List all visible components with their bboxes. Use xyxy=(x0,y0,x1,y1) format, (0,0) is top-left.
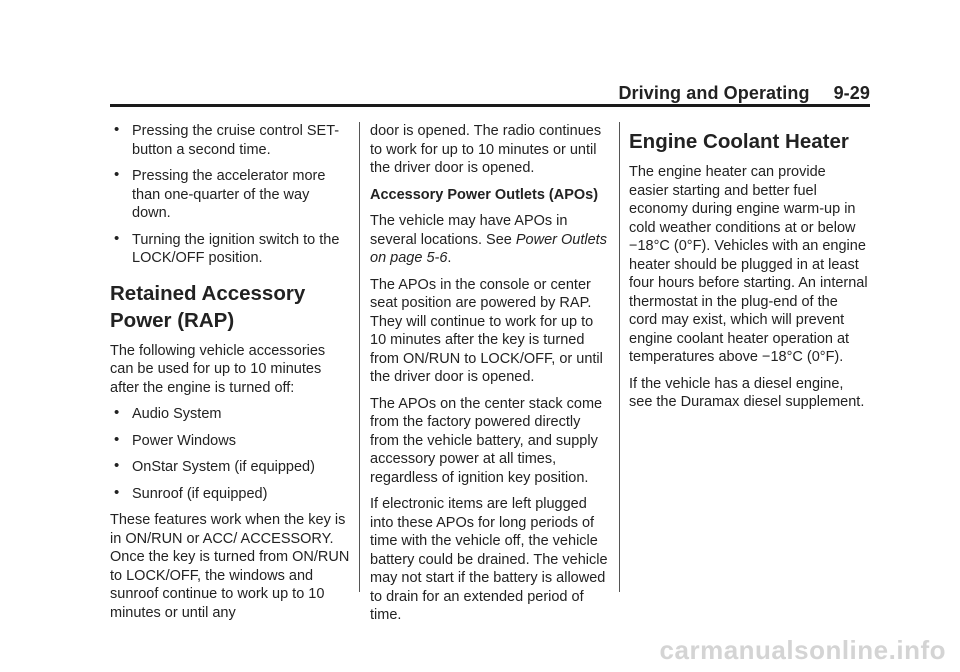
paragraph: These features work when the key is in ON/RUN or ACC/ ACCESSORY. Once the key is turned from ON/RUN to LOCK/OFF, the windows and sunroof continue to work up to 10 minutes or until any xyxy=(110,512,350,621)
bullet-icon: • xyxy=(114,229,120,247)
bullet-icon: • xyxy=(114,430,120,448)
section-title: Driving and Operating xyxy=(618,83,810,103)
list-item: • Turning the ignition switch to the LOCK/OFF position. xyxy=(114,229,340,266)
bullet-icon: • xyxy=(114,166,120,183)
list-item: • Pressing the cruise control SET-button a second time. xyxy=(114,121,340,158)
paragraph: If electronic items are left plugged into these APOs for long periods of time with the vehicle off, the vehicle battery could be drained. The vehicle may not start if the battery is allowed to drain for an extended period of time. xyxy=(370,496,608,623)
column-divider xyxy=(619,122,620,592)
bullet-icon: • xyxy=(114,483,120,501)
column-3 xyxy=(629,122,869,420)
paragraph: The APOs on the center stack come from the factory powered directly from the vehicle battery, and supply accessory power at all times, regardless of ignition key position. xyxy=(370,395,603,486)
list-item: • Pressing the accelerator more than one-quarter of the way down. xyxy=(114,166,326,221)
list-item: • Power Windows xyxy=(114,430,236,449)
paragraph: The engine heater can provide easier starting and better fuel economy during engine warm-up in cold weather conditions at or below −18°C (0°F). Vehicles with an engine heater should be plugged in at least four hours before starting. An internal thermostat in the plug-end of the cord may exist, which will prevent engine coolant heater operation at temperatures above −18°C (0°F). xyxy=(629,164,868,365)
cross-reference-link[interactable]: Power Outlets on page 5-6 xyxy=(370,231,607,266)
page-number: 9-29 xyxy=(833,83,870,103)
header-rule xyxy=(110,104,870,107)
header-title xyxy=(618,83,870,104)
watermark: carmanualsonline.info xyxy=(659,635,946,665)
paragraph: If the vehicle has a diesel engine, see the Duramax diesel supplement. xyxy=(629,375,865,410)
column-2 xyxy=(370,122,610,633)
bullet-icon: • xyxy=(114,404,120,421)
list-item: • Sunroof (if equipped) xyxy=(114,483,268,502)
list-item: • Audio System xyxy=(114,404,222,422)
bullet-icon: • xyxy=(114,121,120,138)
page-header xyxy=(110,83,870,105)
column-divider xyxy=(359,122,360,592)
paragraph: The APOs in the console or center seat position are powered by RAP. They will continue to work for up to 10 minutes after the key is turned from ON/RUN to LOCK/OFF, or until the driver door is opened. xyxy=(370,276,603,385)
list-item: • OnStar System (if equipped) xyxy=(114,457,315,475)
bullet-icon: • xyxy=(114,457,120,474)
section-heading: Retained Accessory Power (RAP) xyxy=(110,281,306,332)
subheading: Accessory Power Outlets (APOs) xyxy=(370,186,599,203)
column-1 xyxy=(110,122,350,630)
paragraph: door is opened. The radio continues to work for up to 10 minutes or until the driver door is opened. xyxy=(370,123,602,176)
paragraph: The vehicle may have APOs in several locations. See Power Outlets on page 5-6. xyxy=(370,213,607,266)
paragraph: The following vehicle accessories can be used for up to 10 minutes after the engine is turned off: xyxy=(110,342,326,396)
section-heading: Engine Coolant Heater xyxy=(629,130,849,153)
